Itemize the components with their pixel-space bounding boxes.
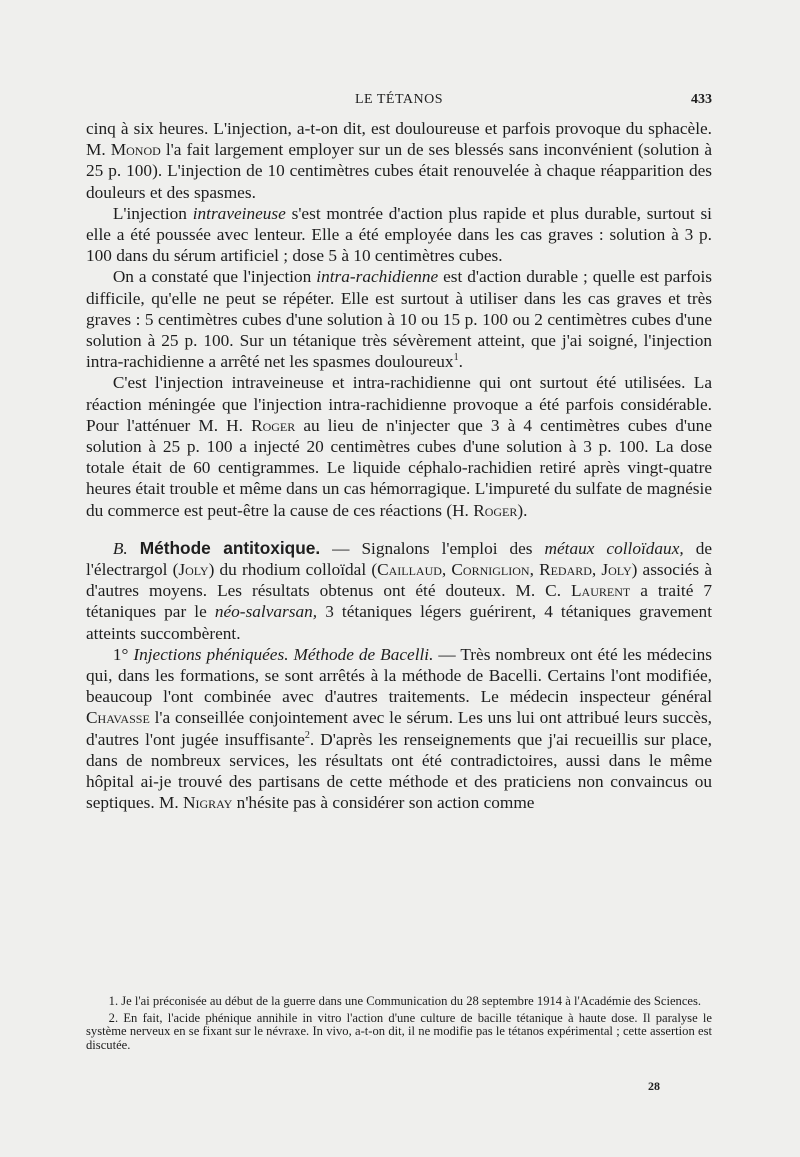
running-header [86,92,712,112]
page-number: 433 [691,92,712,107]
author-name: Roger [473,500,518,520]
paragraph: cinq à six heures. L'injection, a-t-on dit, est douloureuse et parfois provoque du sphacèle. M. Monod l'a fait largement employer sur un de ses blessés sans inconvénient (solution à 25 p. 100). L'injection de 10 centimètres cubes était renouvelée à chaque réapparition des douleurs et des spasmes. [86,119,712,202]
subsection-title: Injections phéniquées. Méthode de Bacelli. [128,644,434,664]
author-name: Laurent [571,581,631,601]
signature-mark: 28 [648,1079,660,1093]
emphasis: métaux colloïdaux, [544,538,684,558]
paragraph: C'est l'injection intraveineuse et intra-rachidienne qui ont surtout été utilisées. La réaction méningée que l'injection intra-rachidienne provoque a été parfois considérable. Pour l'atténuer M. H. Roger au lieu de n'injecter que 3 à 4 centimètres cubes d'une solution à 25 p. 100 a injecté 20 centimètres cubes d'une solution à 3 p. 100. La dose totale était de 60 centigrammes. Le liquide céphalo-rachidien retiré après vingt-quatre heures était trouble et même dans un cas hémorragique. L'impureté du sulfate de magnésie du commerce est peut-être la cause de ces réactions (H. Roger). [86,373,712,520]
author-name: Monod [110,140,161,160]
section-label: B. [112,538,128,558]
paragraph: On a constaté que l'injection intra-rachidienne est d'action durable ; quelle est parfois difficile, qu'elle ne peut se répéter. Elle est surtout à utiliser dans les cas graves et très graves : 5 centimètres cubes d'une solution à 10 ou 15 p. 100 ou 2 centimètres cubes d'une solution à 25 p. 100. Sur un tétanique très sévèrement atteint, que j'ai soigné, l'injection intra-rachidienne a arrêté net les spasmes douloureux$^1$. [86,267,712,372]
emphasis: néo-salvarsan, [214,602,318,622]
emphasis: intraveineuse [192,203,286,223]
section-title: Méthode antitoxique. [139,537,321,558]
footnotes [86,995,712,1055]
footnote-ref: 1 [453,352,459,364]
footnote: 2. En fait, l'acide phénique annihile in vitro l'action d'une culture de bacille tétanique à haute dose. Il paralyse le système nerveux en se fixant sur le névraxe. In vivo, a-t-on dit, il ne modifie pas le tétanos expérimental ; cette assertion est discutée. [86,1010,712,1052]
author-name: Caillaud, Corniglion, Redard, Joly [377,560,632,580]
main-text [86,118,712,814]
section-paragraph: B. Méthode antitoxique. — Signalons l'emploi des métaux colloïdaux, de l'électrargol (Joly) du rhodium colloïdal (Caillaud, Corniglion, Redard, Joly) associés à d'autres moyens. Les résultats obtenus ont été douteux. M. C. Laurent a traité 7 tétaniques par le néo-salvarsan, 3 tétaniques légers guérirent, 4 tétaniques gravement atteints succombèrent. [86,537,713,643]
author-name: Joly [178,560,209,580]
running-title: LE TÉTANOS [354,92,443,107]
footnote: 1. Je l'ai préconisée au début de la guerre dans une Communication du 28 septembre 1914 à l'Académie des Sciences. [108,994,702,1008]
paragraph: 1° Injections phéniquées. Méthode de Bacelli. — Très nombreux ont été les médecins qui, dans les formations, se sont arrêtés à la méthode de Bacelli. Certains l'ont modifiée, beaucoup l'ont combinée avec d'autres traitements. Le médecin inspecteur général Chavasse l'a conseillée conjointement avec le sérum. Les uns lui ont attribué leurs succès, d'autres l'ont jugée insuffisante$^2$. D'après les renseignements que j'ai recueillis sur place, dans de nombreux services, les résultats ont été contradictoires, aussi dans le même hôpital ai-je trouvé des partisans de cette méthode et des praticiens non convaincus ou septiques. M. Nigray n'hésite pas à considérer son action comme [86,644,713,813]
paragraph: L'injection intraveineuse s'est montrée d'action plus rapide et plus durable, surtout si elle a été poussée avec lenteur. Elle a été employée dans les cas graves : solution à 3 p. 100 dans du sérum artificiel ; dose 5 à 10 centimètres cubes. [86,203,712,266]
author-name: Nigray [182,793,233,813]
author-name: Roger [251,415,296,435]
emphasis: intra-rachidienne [316,267,439,287]
author-name: Chavasse [86,708,150,728]
footnote-ref: 2 [304,729,310,741]
subsection-number: 1° [112,644,129,664]
